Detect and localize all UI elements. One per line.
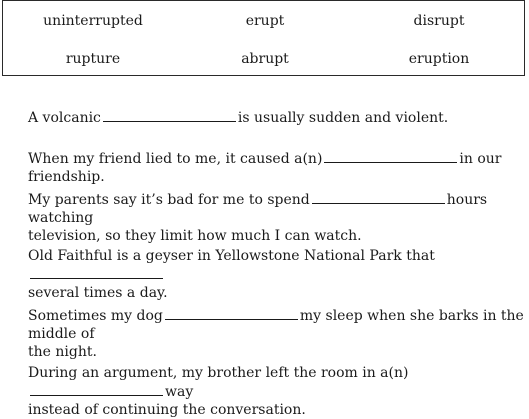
answer-blank[interactable]: [30, 265, 163, 279]
answer-blank[interactable]: [30, 382, 163, 396]
sentence-4: [28, 247, 524, 302]
word-bank-word: eruption: [408, 51, 470, 67]
sentence-3: [28, 190, 524, 245]
sentence-text-continued: instead of continuing the conversation.: [28, 402, 306, 418]
sentence-text-before: A volcanic: [28, 110, 101, 126]
sentence-text-continued: several times a day.: [28, 285, 168, 301]
sentence-text-after: way: [165, 384, 194, 400]
word-bank-word: abrupt: [241, 51, 289, 67]
sentence-text-before: When my friend lied to me, it caused a(n): [28, 151, 323, 167]
sentence-text-after: my sleep when she barks in the middle of: [28, 308, 524, 342]
sentence-text-continued: the night.: [28, 344, 97, 360]
sentence-5: [28, 306, 524, 361]
word-bank-word: erupt: [245, 13, 285, 29]
sentence-text-before: Sometimes my dog: [28, 308, 163, 324]
sentence-text-continued: television, so they limit how much I can watch.: [28, 228, 362, 244]
sentence-text-before: During an argument, my brother left the room in a(n): [28, 365, 409, 381]
answer-blank[interactable]: [165, 306, 298, 320]
word-bank-word: disrupt: [413, 13, 465, 29]
sentence-2: [28, 149, 524, 186]
answer-blank[interactable]: [312, 190, 445, 204]
sentence-text-after: in our friendship.: [28, 151, 502, 185]
answer-blank[interactable]: [324, 149, 457, 163]
word-bank-word: uninterrupted: [43, 13, 143, 29]
sentence-text-after: hours watching: [28, 192, 488, 226]
sentence-1: [28, 108, 524, 127]
word-bank: [2, 0, 525, 76]
sentence-6: [28, 364, 524, 419]
word-bank-word: rupture: [65, 51, 121, 67]
sentence-text-after: is usually sudden and violent.: [237, 110, 449, 126]
sentence-text-before: Old Faithful is a geyser in Yellowstone National Park that: [28, 248, 435, 264]
sentence-text-before: My parents say it’s bad for me to spend: [28, 192, 310, 208]
answer-blank[interactable]: [103, 108, 236, 122]
